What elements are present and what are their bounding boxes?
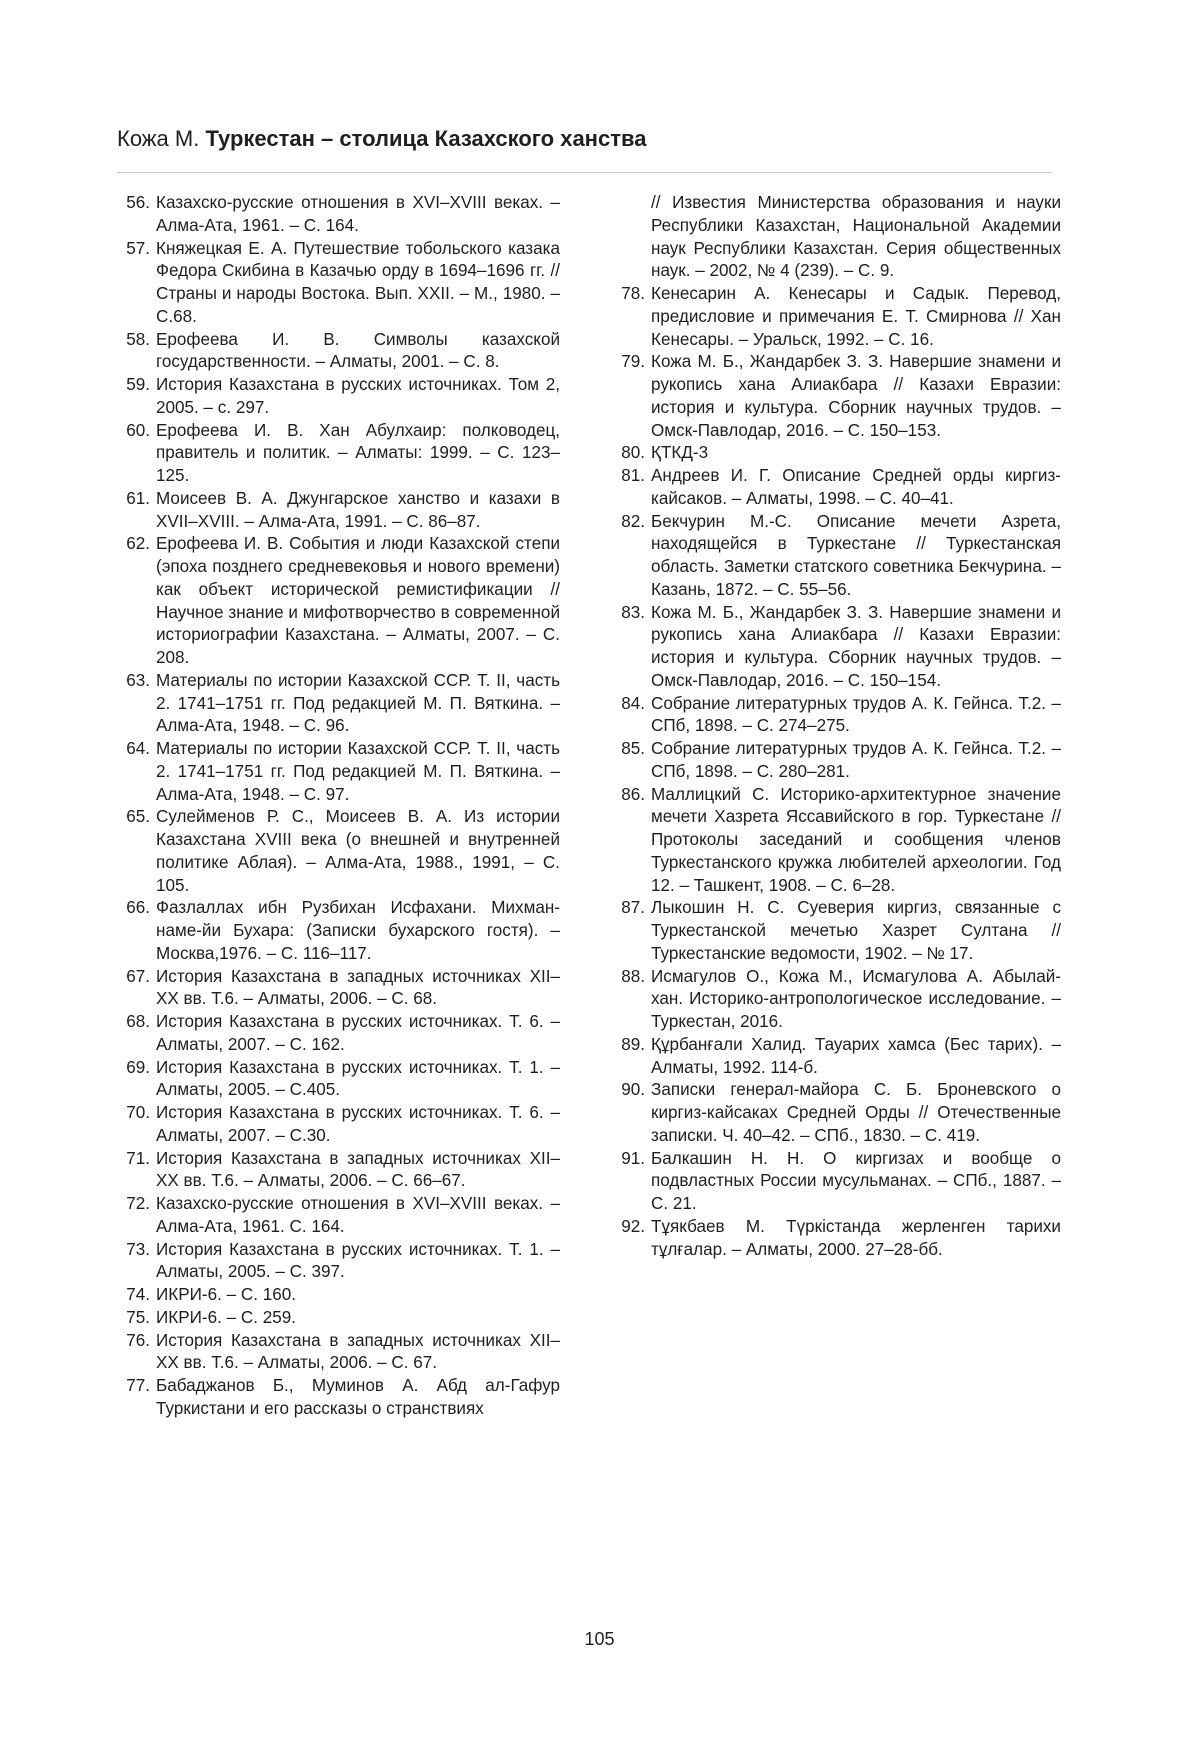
reference-text: Материалы по истории Казахской ССР. Т. II, часть 2. 1741–1751 гг. Под редакцией М. П. Вяткина. – Алма-Ата, 1948. – С. 97. [156,739,560,804]
reference-item [112,374,560,420]
reference-text: Княжецкая Е. А. Путешествие тобольского казака Федора Скибина в Казачью орду в 1694–1696 гг. // Страны и народы Востока. Вып. XXII. – М., 1980. – С.68. [156,238,560,326]
reference-item [607,784,1061,898]
reference-text: История Казахстана в русских источниках. Т. 6. – Алматы, 2007. – С.30. [156,1103,560,1145]
reference-number: 84. [621,693,645,713]
reference-number: 75. [126,1307,150,1327]
reference-text: Материалы по истории Казахской ССР. Т. II, часть 2. 1741–1751 гг. Под редакцией М. П. Вяткина. – Алма-Ата, 1948. – С. 96. [156,670,560,736]
reference-number: 89. [621,1034,645,1054]
reference-item [607,351,1061,442]
reference-text: Тұякбаев М. Түркістанда жерленген тарихи тұлғалар. – Алматы, 2000. 27–28-бб. [651,1216,1061,1259]
reference-text: ИКРИ-6. – С. 259. [156,1307,296,1327]
reference-number: 70. [126,1103,150,1122]
reference-number: 58. [126,329,150,349]
reference-item [607,693,1061,739]
reference-item [607,1148,1061,1216]
reference-text: Кожа М. Б., Жандарбек З. З. Навершие знамени и рукопись хана Алиакбара // Казахи Евразии: история и культура. Сборник научных трудов. – Омск-Павлодар, 2016. – С. 150–154. [651,602,1061,690]
reference-number: 73. [126,1239,150,1259]
reference-number: 76. [126,1330,150,1350]
header-author: Кожа М. [117,126,200,151]
reference-item [112,1284,560,1307]
header-divider [117,172,1052,173]
reference-item [112,1057,560,1103]
reference-item [607,442,1061,465]
reference-item [607,1034,1061,1080]
reference-number: 92. [621,1216,645,1236]
reference-item [112,192,560,238]
reference-number: 87. [621,898,645,918]
reference-number: 64. [126,739,150,758]
reference-text: Ерофеева И. В. Хан Абулхаир: полководец, правитель и политик. – Алматы: 1999. – С. 123–125. [156,420,560,485]
reference-number: 82. [621,511,645,531]
reference-number: 72. [126,1194,150,1213]
references-left-column [112,192,560,1421]
header-title: Туркестан – столица Казахского ханства [205,126,647,151]
reference-text: Сулейменов Р. С., Моисеев В. А. Из истории Казахстана XVIII века (о внешней и внутренней политике Аблая). – Алма-Ата, 1988., 1991, – С. 105. [156,807,560,895]
reference-text: История Казахстана в западных источниках XII–XX вв. Т.6. – Алматы, 2006. – С. 68. [156,966,560,1009]
reference-text: История Казахстана в русских источниках. Т. 1. – Алматы, 2005. – С. 397. [156,1239,560,1282]
reference-text: Ерофеева И. В. События и люди Казахской степи (эпоха позднего средневековья и нового времени) как объект исторической ремистификации // Научное знание и мифотворчество в современной историографии Казахстана. – Алматы, 2007. – С. 208. [156,534,560,667]
reference-number: 80. [621,443,645,463]
reference-text: Казахско-русские отношения в XVI–XVIII веках. – Алма-Ата, 1961. С. 164. [156,1194,560,1236]
reference-item [607,602,1061,693]
reference-number: 65. [126,807,150,827]
reference-item [112,1193,560,1239]
reference-item [112,1375,560,1421]
reference-text: Фазлаллах ибн Рузбихан Исфахани. Михман-наме-йи Бухара: (Записки бухарского гостя). – Москва,1976. – С. 116–117. [156,898,560,963]
reference-text: Собрание литературных трудов А. К. Гейнса. Т.2. – СПб, 1898. – С. 280–281. [651,739,1061,781]
page-number: 105 [584,1629,615,1649]
reference-number: 63. [126,670,150,690]
reference-text: Бекчурин М.-С. Описание мечети Азрета, находящейся в Туркестане // Туркестанская область. Заметки статского советника Бекчурина. – Казань, 1872. – С. 55–56. [651,511,1061,599]
reference-item [112,329,560,375]
reference-item [607,283,1061,351]
reference-number: 56. [126,193,150,212]
reference-number: 60. [126,420,150,440]
reference-text: ҚТКД-3 [651,443,709,463]
reference-item [112,238,560,329]
reference-text: История Казахстана в русских источниках. Т. 1. – Алматы, 2005. – С.405. [156,1057,560,1100]
reference-text: Казахско-русские отношения в XVI–XVIII веках. – Алма-Ата, 1961. – С. 164. [156,193,560,235]
reference-item [607,897,1061,965]
reference-item [607,738,1061,784]
reference-item [607,192,1061,283]
reference-number: 59. [126,375,150,394]
reference-text: Ерофеева И. В. Символы казахской государственности. – Алматы, 2001. – С. 8. [156,329,560,372]
reference-item [112,806,560,897]
reference-number: 78. [621,284,645,303]
reference-text: Записки генерал-майора С. Б. Броневского о киргиз-кайсаках Средней Орды // Отечественные записки. Ч. 40–42. – СПб., 1830. – С. 419. [651,1080,1061,1145]
reference-text: История Казахстана в русских источниках. Т. 6. – Алматы, 2007. – С. 162. [156,1012,560,1054]
reference-number: 57. [126,238,150,258]
reference-item [112,1330,560,1376]
reference-number: 62. [126,534,150,554]
reference-item [112,738,560,806]
reference-text: История Казахстана в русских источниках. Том 2, 2005. – с. 297. [156,375,560,417]
reference-text: Лыкошин Н. С. Суеверия киргиз, связанные с Туркестанской мечетью Хазрет Султана // Туркестанские ведомости, 1902. – № 17. [651,898,1061,963]
reference-number: 85. [621,739,645,758]
reference-text: Исмагулов О., Кожа М., Исмагулова А. Абылай-хан. Историко-антропологическое исследование. – Туркестан, 2016. [651,966,1061,1031]
reference-item [112,533,560,670]
reference-item [607,1216,1061,1262]
reference-text: Собрание литературных трудов А. К. Гейнса. Т.2. – СПб, 1898. – С. 274–275. [651,693,1061,736]
reference-item [112,1102,560,1148]
reference-number: 68. [126,1012,150,1031]
reference-number: 88. [621,966,645,986]
reference-item [607,465,1061,511]
reference-text: Бабаджанов Б., Муминов А. Абд ал-Гафур Туркистани и его рассказы о странствиях [156,1376,560,1418]
reference-item [112,897,560,965]
reference-item [607,511,1061,602]
reference-item [607,1079,1061,1147]
reference-number: 61. [126,488,150,508]
reference-item [112,420,560,488]
reference-text: // Известия Министерства образования и науки Республики Казахстан, Национальной Академии наук Республики Казахстан. Серия общественных наук. – 2002, № 4 (239). – С. 9. [651,193,1061,281]
reference-text: Балкашин Н. Н. О киргизах и вообще о подвластных России мусульманах. – СПб., 1887. – С. 21. [651,1148,1061,1213]
reference-item [607,966,1061,1034]
reference-item [112,488,560,534]
reference-text: Кожа М. Б., Жандарбек З. З. Навершие знамени и рукопись хана Алиакбара // Казахи Евразии: история и культура. Сборник научных трудов. – Омск-Павлодар, 2016. – С. 150–153. [651,352,1061,440]
reference-text: История Казахстана в западных источниках XII–XX вв. Т.6. – Алматы, 2006. – С. 67. [156,1330,560,1373]
reference-number: 91. [621,1148,645,1168]
reference-number: 67. [126,966,150,986]
reference-text: Маллицкий С. Историко-архитектурное значение мечети Хазрета Яссавийского в гор. Туркестане // Протоколы заседаний и сообщения членов Туркестанского кружка любителей археологии. Год 12. – Ташкент, 1908. – С. 6–28. [651,784,1061,895]
reference-item [112,670,560,738]
reference-number: 66. [126,898,150,918]
page-header [117,124,1052,154]
references-right-column [607,192,1061,1261]
reference-text: Андреев И. Г. Описание Средней орды киргиз-кайсаков. – Алматы, 1998. – С. 40–41. [651,466,1061,508]
reference-text: Құрбанғали Халид. Тауарих хамса (Бес тарих). – Алматы, 1992. 114-б. [651,1034,1061,1077]
reference-number: 69. [126,1057,150,1077]
reference-number: 74. [126,1285,150,1304]
reference-number: 79. [621,352,645,372]
reference-number: 86. [621,784,645,804]
reference-item [112,966,560,1012]
reference-text: История Казахстана в западных источниках XII–XX вв. Т.6. – Алматы, 2006. – С. 66–67. [156,1148,560,1191]
reference-number: 71. [126,1148,150,1168]
reference-item [112,1148,560,1194]
reference-number: 83. [621,602,645,622]
reference-number: 77. [126,1376,150,1395]
reference-number: 81. [621,466,645,485]
reference-item [112,1307,560,1330]
reference-text: Моисеев В. А. Джунгарское ханство и казахи в XVII–XVIII. – Алма-Ата, 1991. – С. 86–87. [156,488,560,531]
reference-item [112,1011,560,1057]
reference-text: ИКРИ-6. – С. 160. [156,1285,296,1304]
reference-item [112,1239,560,1285]
reference-number: 90. [621,1080,645,1100]
reference-text: Кенесарин А. Кенесары и Садык. Перевод, предисловие и примечания Е. Т. Смирнова // Хан Кенесары. – Уральск, 1992. – С. 16. [651,284,1061,349]
